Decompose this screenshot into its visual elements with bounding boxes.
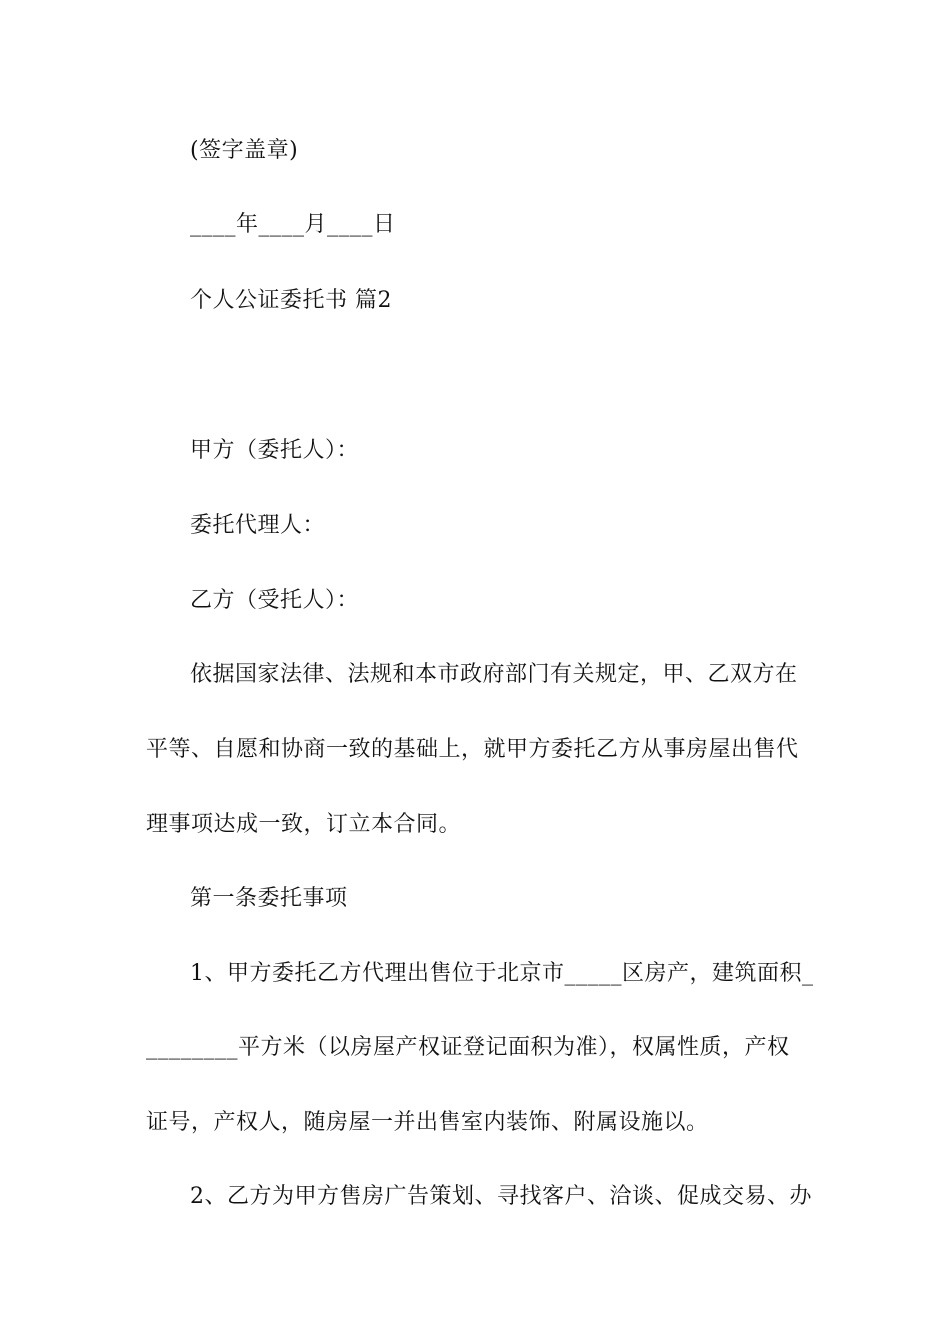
date-line: ____年____月____日 [190,212,396,237]
paragraph-line: 理事项达成一致，订立本合同。 [146,812,462,837]
paragraph-line: 平等、自愿和协商一致的基础上，就甲方委托乙方从事房屋出售代 [146,737,799,762]
paragraph-line: 依据国家法律、法规和本市政府部门有关规定，甲、乙双方在 [190,662,798,687]
paragraph-line: ________平方米（以房屋产权证登记面积为准），权属性质，产权 [146,1035,790,1060]
party-b-label: 乙方（受托人）： [190,588,360,613]
section-heading: 个人公证委托书 篇2 [190,288,392,313]
party-a-label: 甲方（委托人）： [190,438,360,463]
article-title: 第一条委托事项 [190,886,348,911]
paragraph-line: 2、乙方为甲方售房广告策划、寻找客户、洽谈、促成交易、办 [190,1184,812,1209]
agent-label: 委托代理人： [190,513,326,538]
paragraph-line: 证号，产权人，随房屋一并出售室内装饰、附属设施以。 [146,1110,709,1135]
paragraph-line: 1、甲方委托乙方代理出售位于北京市_____区房产，建筑面积_ [190,961,814,986]
signature-note: (签字盖章) [190,138,299,163]
